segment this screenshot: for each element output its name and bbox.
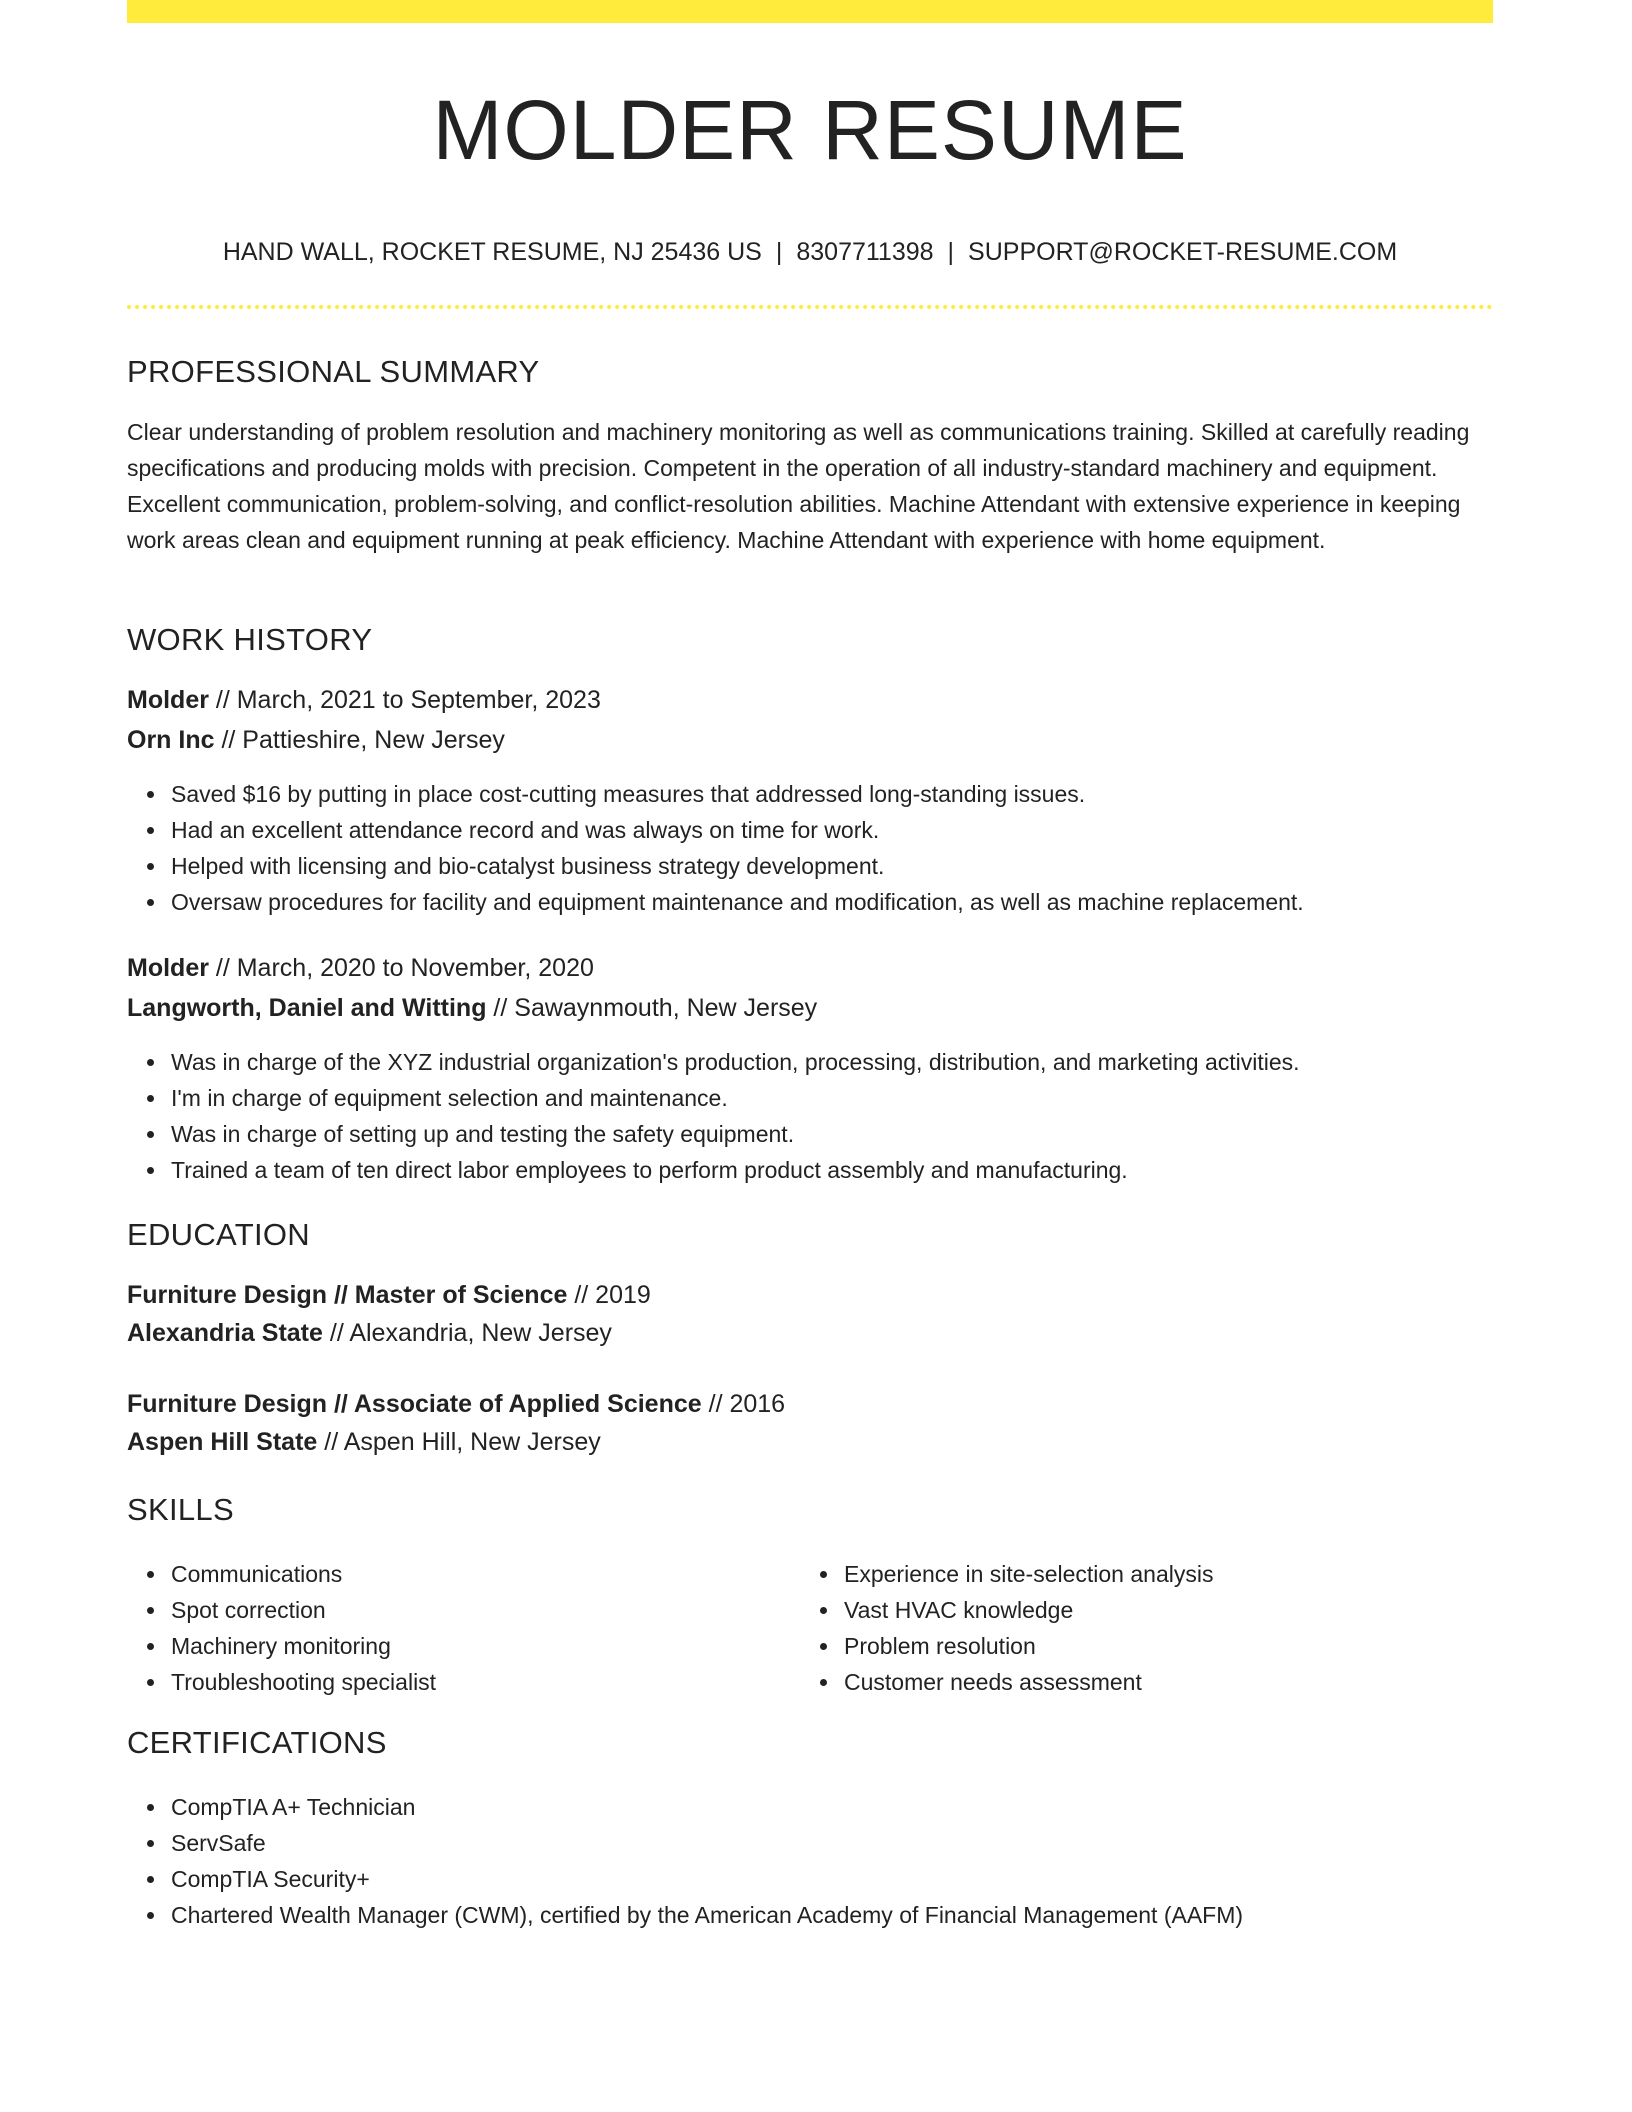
work-history-heading: WORK HISTORY (127, 622, 373, 657)
certifications-heading: CERTIFICATIONS (127, 1725, 387, 1760)
certifications-list (127, 1789, 1243, 1933)
skills-list-left (127, 1556, 436, 1700)
skill-item: Problem resolution (844, 1628, 1213, 1664)
header-divider (127, 305, 1493, 309)
job-bullet: Had an excellent attendance record and was always on time for work. (171, 812, 1304, 848)
job-bullet: Trained a team of ten direct labor employees to perform product assembly and manufacturing. (171, 1152, 1300, 1188)
skill-item: Troubleshooting specialist (171, 1664, 436, 1700)
certification-item: Chartered Wealth Manager (CWM), certified by the American Academy of Financial Management (AAFM) (171, 1897, 1243, 1933)
skill-item: Machinery monitoring (171, 1628, 436, 1664)
certification-item: CompTIA A+ Technician (171, 1789, 1243, 1825)
education-degree: Furniture Design // Associate of Applied Science (127, 1390, 702, 1418)
contact-separator: | (947, 238, 955, 266)
job-bullets (127, 1044, 1300, 1188)
certification-item: CompTIA Security+ (171, 1861, 1243, 1897)
skill-item: Customer needs assessment (844, 1664, 1213, 1700)
certification-item: ServSafe (171, 1825, 1243, 1861)
contact-email: SUPPORT@ROCKET-RESUME.COM (968, 238, 1398, 266)
job-company: Langworth, Daniel and Witting (127, 994, 487, 1022)
job-position: Molder (127, 686, 209, 714)
contact-address: HAND WALL, ROCKET RESUME, NJ 25436 US (222, 238, 762, 266)
job-title-line (127, 686, 601, 715)
job-dates: // March, 2020 to November, 2020 (208, 954, 594, 982)
job-bullet: Was in charge of setting up and testing the safety equipment. (171, 1116, 1300, 1152)
resume-name: MOLDER RESUME (432, 83, 1188, 177)
job-bullet: Helped with licensing and bio-catalyst business strategy development. (171, 848, 1304, 884)
education-location: // Alexandria, New Jersey (322, 1319, 612, 1347)
job-location: // Pattieshire, New Jersey (214, 726, 505, 754)
job-company: Orn Inc (127, 726, 215, 754)
education-year: // 2019 (567, 1281, 651, 1309)
job-bullet: I'm in charge of equipment selection and maintenance. (171, 1080, 1300, 1116)
education-school: Aspen Hill State (127, 1428, 318, 1456)
contact-line (127, 238, 1493, 267)
contact-phone: 8307711398 (796, 238, 934, 266)
job-bullet: Was in charge of the XYZ industrial organization's production, processing, distribution, and marketing activities. (171, 1044, 1300, 1080)
skill-item: Communications (171, 1556, 436, 1592)
job-position: Molder (127, 954, 209, 982)
job-location: // Sawaynmouth, New Jersey (486, 994, 818, 1022)
job-company-line (127, 726, 505, 755)
skill-item: Experience in site-selection analysis (844, 1556, 1213, 1592)
skills-list-right (800, 1556, 1213, 1700)
skill-item: Vast HVAC knowledge (844, 1592, 1213, 1628)
summary-heading: PROFESSIONAL SUMMARY (127, 354, 540, 389)
education-heading: EDUCATION (127, 1217, 310, 1252)
job-title-line (127, 954, 594, 983)
job-dates: // March, 2021 to September, 2023 (208, 686, 601, 714)
job-bullet: Saved $16 by putting in place cost-cutting measures that addressed long-standing issues. (171, 776, 1304, 812)
education-location: // Aspen Hill, New Jersey (317, 1428, 601, 1456)
education-degree-line (127, 1281, 651, 1310)
education-degree-line (127, 1390, 785, 1419)
summary-text: Clear understanding of problem resolution and machinery monitoring as well as communications training. Skilled at carefully reading specifications and producing molds with precision. Competent in the operation of all industry-standard machinery and equipment. Excellent communication, problem-solving, and conflict-resolution abilities. Machine Attendant with extensive experience in keeping work areas clean and equipment running at peak efficiency. Machine Attendant with experience with home equipment. (127, 419, 1470, 553)
skill-item: Spot correction (171, 1592, 436, 1628)
education-degree: Furniture Design // Master of Science (127, 1281, 568, 1309)
job-bullet: Oversaw procedures for facility and equipment maintenance and modification, as well as machine replacement. (171, 884, 1304, 920)
job-company-line (127, 994, 817, 1023)
education-school: Alexandria State (127, 1319, 323, 1347)
education-year: // 2016 (701, 1390, 786, 1418)
top-accent-bar (127, 0, 1493, 23)
skills-heading: SKILLS (127, 1492, 234, 1527)
education-school-line (127, 1319, 612, 1348)
job-bullets (127, 776, 1304, 920)
education-school-line (127, 1428, 601, 1457)
contact-separator: | (775, 238, 783, 266)
